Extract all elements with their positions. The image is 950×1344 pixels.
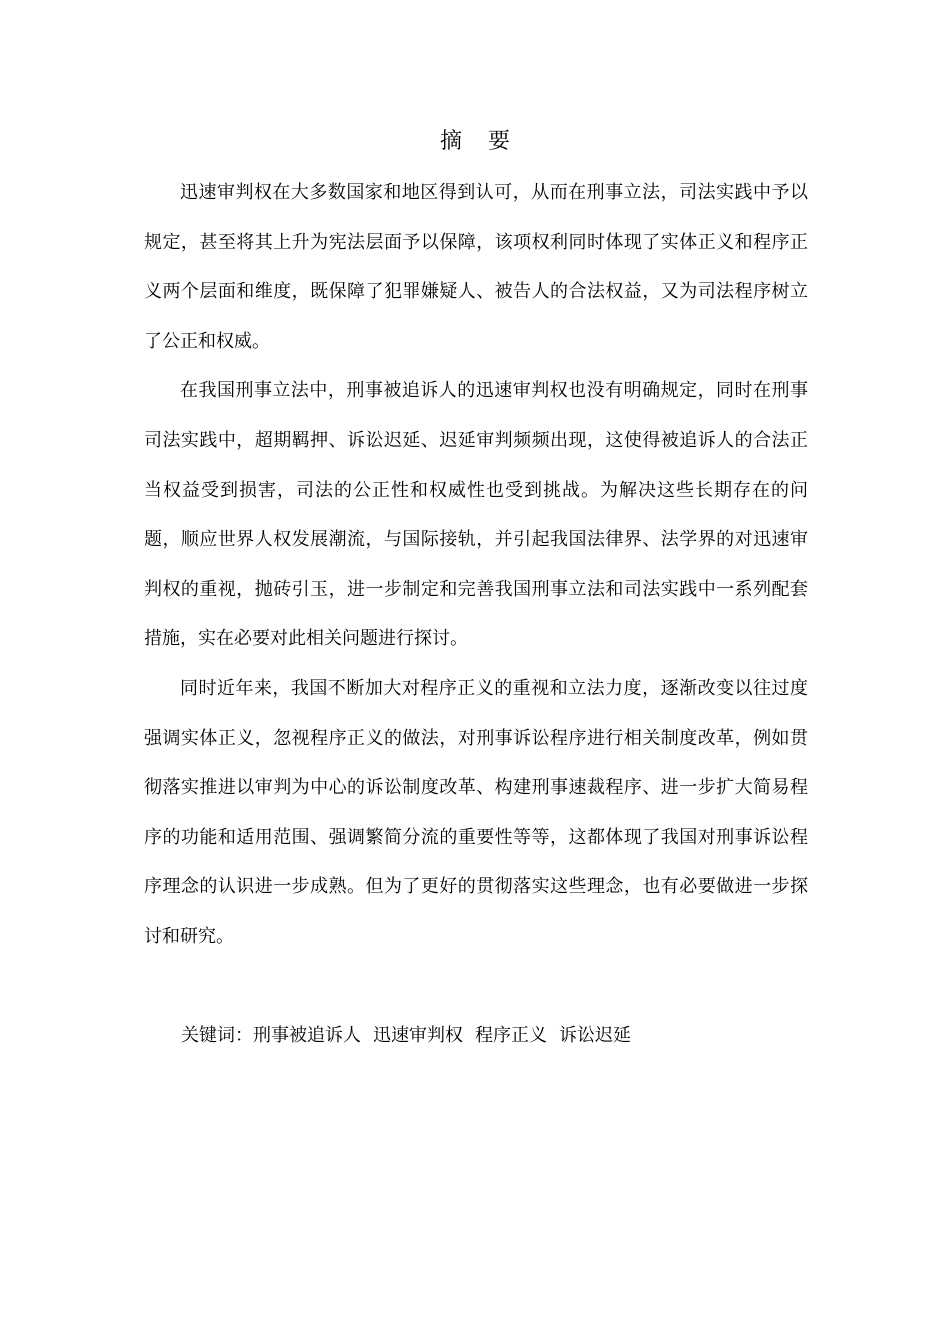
abstract-title: 摘要 <box>439 129 536 154</box>
abstract-paragraph-1: 迅速审判权在大多数国家和地区得到认可，从而在刑事立法，司法实践中予以规定，甚至将其上升为宪法层面予以保障，该项权利同时体现了实体正义和程序正义两个层面和维度，既保障了犯罪嫌疑人、被告人的合法权益，又为司法程序树立了公正和权威。 <box>144 182 808 352</box>
keyword-item: 程序正义 <box>475 1025 547 1046</box>
keyword-item: 迅速审判权 <box>373 1025 463 1046</box>
keyword-item: 刑事被追诉人 <box>253 1025 361 1046</box>
abstract-paragraph-3: 同时近年来，我国不断加大对程序正义的重视和立法力度，逐渐改变以往过度强调实体正义，忽视程序正义的做法，对刑事诉讼程序进行相关制度改革，例如贯彻落实推进以审判为中心的诉讼制度改革、构建刑事速裁程序、进一步扩大简易程序的功能和适用范围、强调繁简分流的重要性等等，这都体现了我国对刑事诉讼程序理念的认识进一步成熟。但为了更好的贯彻落实这些理念，也有必要做进一步探讨和研究。 <box>144 677 808 947</box>
abstract-body <box>144 168 808 962</box>
keywords-label: 关键词： <box>181 1025 253 1046</box>
keyword-item: 诉讼迟延 <box>559 1025 631 1046</box>
keywords-line <box>181 1018 643 1054</box>
abstract-paragraph-2: 在我国刑事立法中，刑事被追诉人的迅速审判权也没有明确规定，同时在刑事司法实践中，超期羁押、诉讼迟延、迟延审判频频出现，这使得被追诉人的合法正当权益受到损害，司法的公正性和权威性也受到挑战。为解决这些长期存在的问题，顺应世界人权发展潮流，与国际接轨，并引起我国法律界、法学界的对迅速审判权的重视，抛砖引玉，进一步制定和完善我国刑事立法和司法实践中一系列配套措施，实在必要对此相关问题进行探讨。 <box>144 380 808 650</box>
